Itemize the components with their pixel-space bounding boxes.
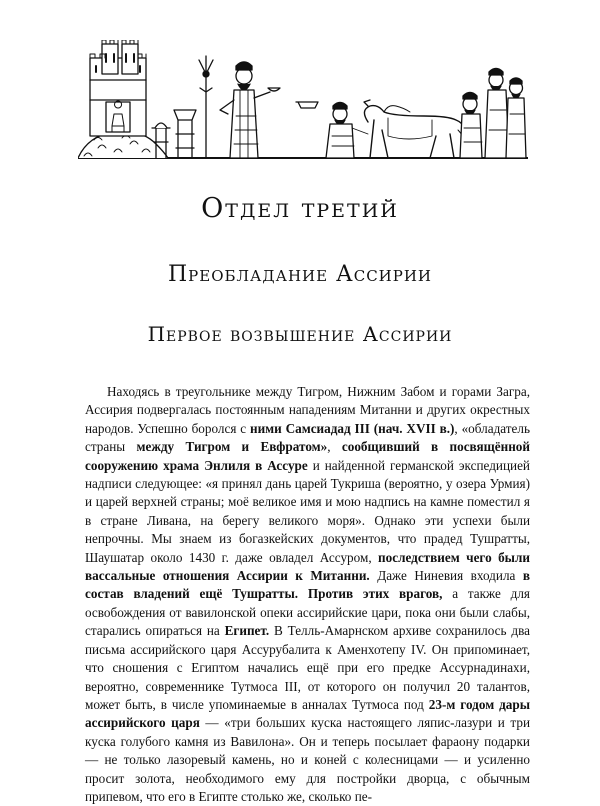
section-heading: Отдел третий xyxy=(201,193,399,224)
body-paragraph: Находясь в треугольнике между Тигром, Нижним Забом и горами Загра, Ассирия подвергалась постоянным нападениям Митанни и других окрестных народов. Успешно боролся с ними Самсиадад III (нач. XVII в.), «обладатель страны между Тигром и Евфратом», сообщивший в посвящённой сооружению храма Энлиля в Ассуре и найденной германской экспедицией надписи следующее: «я принял дань царей Тукриша (вероятно, у озера Урмия) и царей верхней страны; моё великое имя и мою надпись на камне поместил я в стране Ливана, на берегу великого моря». Однако эти успехи были непрочны. Мы знаем из богазкейских документов, что прадед Тушратты, Шаушатар около 1430 г. даже овладел Ассуром, последствием чего были вассальные отношения Ассирии к Митанни. Даже Ниневия входила в состав владений ещё Тушратты. Против этих врагов, а также для освобождения от вавилонской опеки ассирийские цари, пока они были слабы, старались опираться на Египет. В Телль-Амарнском архиве сохранилось два письма ассирийского царя Ассурубалита к Аменхотепу IV. Он припоминает, что сношения с Египтом начались ещё при его предке Ассурнадинахи, вероятно, современнике Тутмоса III, от которого он получил 20 талантов, может быть, в числе упоминаемые в анналах Тутмоса под 23-м годом дары ассирийского царя — «три больших куска настоящего ляпис-лазури и три куска голубого камня из Вавилона». Он и теперь посылает фараону подарки — не только лазоревый камень, но и коней с колесницами — и усиленно просит золота, необходимого ему для постройки дворца, с обычным припевом, что его в Египте столько же, сколько пе- xyxy=(85,384,531,804)
assyrian-relief-illustration xyxy=(78,40,528,162)
chapter-heading: Преобладание Ассирии xyxy=(167,262,433,287)
body-text xyxy=(85,383,530,806)
subchapter-heading: Первое возвышение Ассирии xyxy=(147,322,453,346)
